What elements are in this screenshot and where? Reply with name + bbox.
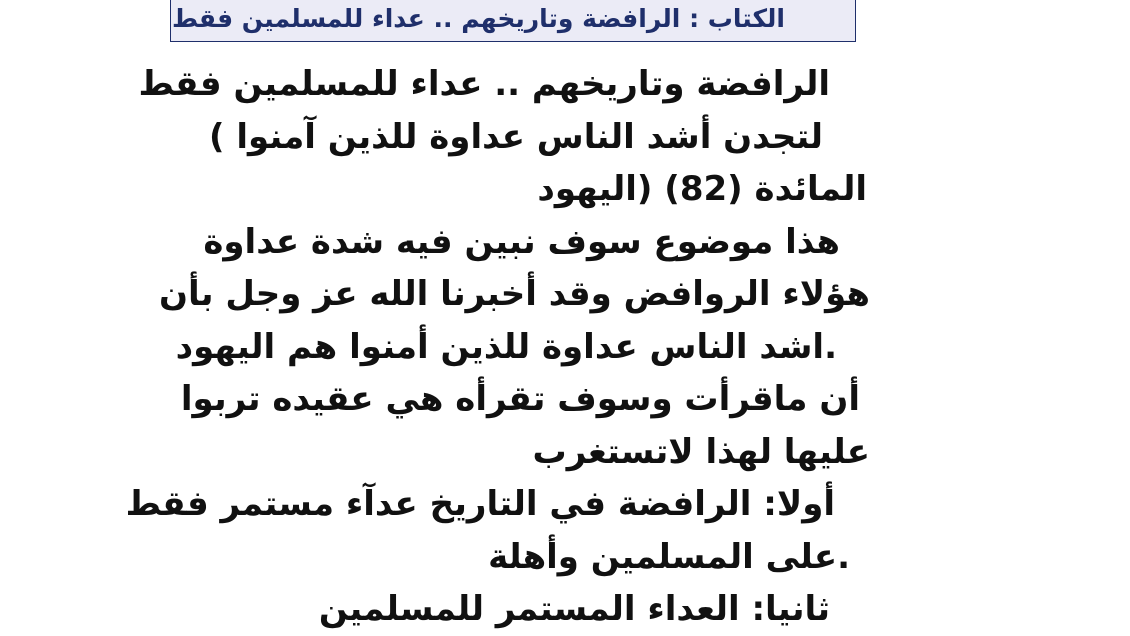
text-line-cut-off: ثانيا: العداء المستمر للمسلمين (318, 589, 830, 629)
text-line: أولا: الرافضة في التاريخ عدآء مستمر فقط (125, 484, 835, 524)
text-line: .على المسلمين وأهلة (488, 536, 850, 577)
text-line: هذا موضوع سوف نبين فيه شدة عداوة (203, 221, 840, 262)
text-line: .اشد الناس عداوة للذين أمنوا هم اليهود (175, 326, 837, 367)
text-line: عليها لهذا لاتستغرب (532, 431, 870, 472)
text-line: أن ماقرأت وسوف تقرأه هي عقيده تربوا (180, 379, 860, 419)
book-title-box (170, 0, 856, 42)
text-line: هؤلاء الروافض وقد أخبرنا الله عز وجل بأن (158, 274, 870, 314)
text-line-verse-ref: المائدة (82) (اليهود (537, 169, 867, 209)
text-line-title: الرافضة وتاريخهم .. عداء للمسلمين فقط (138, 64, 830, 104)
article-body (125, 58, 870, 629)
text-line-verse: لتجدن أشد الناس عداوة للذين آمنوا ) (208, 116, 823, 157)
book-title: الكتاب : الرافضة وتاريخهم .. عداء للمسلمين فقط (171, 4, 785, 33)
